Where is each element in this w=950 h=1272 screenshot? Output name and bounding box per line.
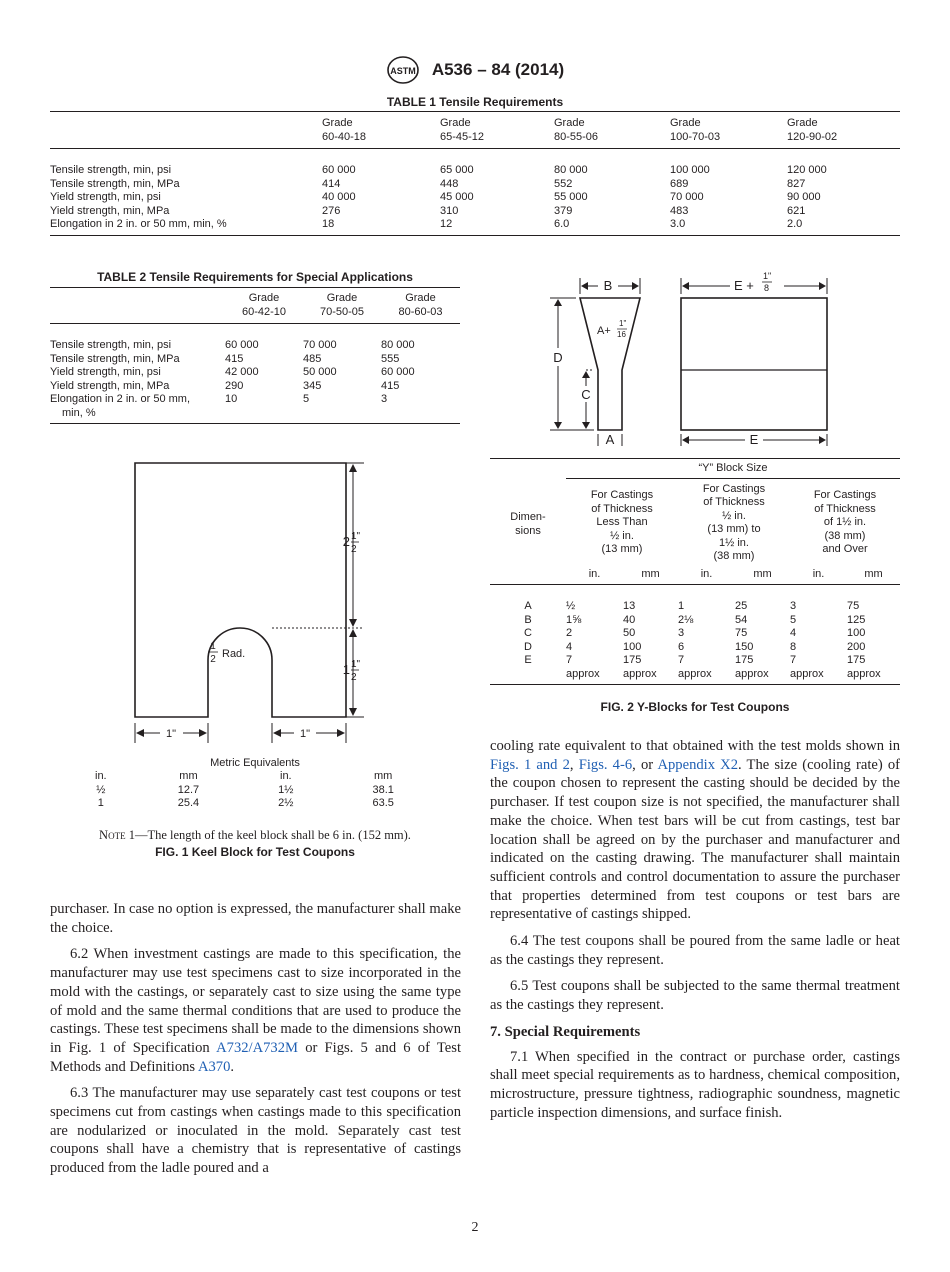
dim-right-label: 1" xyxy=(299,728,311,740)
cell: 7 xyxy=(678,654,685,666)
metric-row xyxy=(70,797,440,811)
t1-grade-label: Grade xyxy=(440,117,471,129)
t1-grade-code: 80-55-06 xyxy=(554,131,670,149)
cell: 276 xyxy=(322,204,341,217)
paragraph-6-2 xyxy=(50,945,461,1076)
metric-header: in. xyxy=(280,770,292,782)
row-label: Elongation in 2 in. or 50 mm, min, % xyxy=(50,218,227,230)
cell: 10 xyxy=(225,393,238,405)
cell: approx xyxy=(566,667,600,680)
unit-label: mm xyxy=(753,567,772,580)
cell: 200 xyxy=(847,640,866,653)
t1-grade-label: Grade xyxy=(787,117,818,129)
t1-grade-code: 100-70-03 xyxy=(670,131,787,149)
t2-grade-label: Grade xyxy=(405,292,436,304)
table-row xyxy=(50,178,900,192)
t1-grade-code: 120-90-02 xyxy=(787,131,900,149)
metric-header: mm xyxy=(374,770,393,782)
thickness-col2-header: For Castings of Thickness ½ in. (13 mm) to 1½ in. (38 mm) xyxy=(702,482,766,562)
cell: 45 000 xyxy=(440,191,474,203)
fig1-note xyxy=(50,828,460,843)
cell: 2½ xyxy=(278,797,294,809)
table1 xyxy=(50,111,900,236)
fig2-y-block-drawing xyxy=(540,270,840,450)
y-block-side-view xyxy=(580,298,640,430)
bottom-dim-den: 2 xyxy=(351,672,357,683)
row-label: Tensile strength, min, MPa xyxy=(50,352,180,365)
unit-label: in. xyxy=(700,567,713,580)
table-row xyxy=(50,393,460,424)
dimension-label xyxy=(490,668,566,685)
fig2-caption: FIG. 2 Y-Blocks for Test Coupons xyxy=(600,700,790,714)
row-label: Tensile strength, min, MPa xyxy=(50,177,180,190)
table-row xyxy=(50,366,460,380)
metric-title: Metric Equivalents xyxy=(210,757,300,769)
unit-label: mm xyxy=(864,567,883,580)
row-label: Yield strength, min, psi xyxy=(50,366,161,378)
cell: 54 xyxy=(735,613,748,626)
cell: 290 xyxy=(225,379,244,392)
cell: 175 xyxy=(847,654,866,666)
row-label: Yield strength, min, MPa xyxy=(50,379,170,392)
cell: 100 xyxy=(623,640,642,653)
page-number: 2 xyxy=(471,1220,479,1235)
table-row xyxy=(490,668,900,685)
cell: approx xyxy=(623,667,657,680)
cell: 689 xyxy=(670,177,689,190)
text: 6.2 When investment castings are made to this specification, the manufacturer may use test specimens cast to size incorporated in the mold with the castings, or separately cast to size using the same type of mold and the same thermal conditions that are used to produce the castings. These test specimens shall be made to the dimensions shown in Fig. 1 of Specification xyxy=(50,946,461,1056)
cell: approx xyxy=(678,667,712,680)
text: or Figs. 5 and 6 of Test Methods and Definitions xyxy=(50,1039,462,1075)
cell: 50 xyxy=(623,627,636,639)
paragraph-6-4: 6.4 The test coupons shall be poured from the same ladle or heat as the castings they represent. xyxy=(490,933,900,968)
table-row xyxy=(490,627,900,641)
text: . The size (cooling rate) of the coupon chosen to represent the casting should be decided by the purchaser. If test coupon size is not specified, the manufacturer shall make the choice. When test bars will be cut from castings, test bar location shall be agreed on by the purchaser and manufacturer and indicated on the casting drawing. The manufacturer shall maintain sufficient controls and control documentation to assure the purchaser that properties determined from test coupons or test bars are representative of castings shipped. xyxy=(490,756,901,923)
cell: 345 xyxy=(303,379,322,392)
label-C: C xyxy=(581,387,591,402)
note-label: Note xyxy=(99,828,126,842)
t2-grade-code: 70-50-05 xyxy=(303,306,381,324)
y-block-front-view xyxy=(681,298,827,430)
table-row xyxy=(490,641,900,655)
t1-grade-code: 65-45-12 xyxy=(440,131,554,149)
page-header xyxy=(0,55,950,85)
text: , xyxy=(569,756,579,773)
metric-equivalents xyxy=(70,757,440,811)
table-row xyxy=(490,654,900,668)
cell: 448 xyxy=(440,177,459,190)
cell: 415 xyxy=(381,379,400,392)
cell: 310 xyxy=(440,204,459,217)
cell: 90 000 xyxy=(787,191,821,203)
link-appendix-x2[interactable]: Appendix X2 xyxy=(657,756,738,773)
cell: 63.5 xyxy=(372,797,394,809)
paragraph: purchaser. In case no option is expressed, the manufacturer shall make the choice. xyxy=(50,901,461,936)
cell: 60 000 xyxy=(225,339,259,351)
section-heading-7: 7. Special Requirements xyxy=(490,1023,641,1040)
unit-label: in. xyxy=(812,567,825,580)
row-label: Yield strength, min, MPa xyxy=(50,204,170,217)
cell: 3 xyxy=(678,627,685,639)
dimension-label: A xyxy=(524,600,532,612)
link-a370[interactable]: A370 xyxy=(197,1058,231,1075)
cell: 60 000 xyxy=(381,366,415,378)
frac16-den: 16 xyxy=(617,330,626,339)
cell: 552 xyxy=(554,177,573,190)
text: , or xyxy=(632,756,658,773)
table-row xyxy=(50,218,900,235)
metric-table xyxy=(70,770,440,811)
cell: 55 000 xyxy=(554,191,588,203)
cell: 2 xyxy=(566,627,573,639)
dimension-label: C xyxy=(524,627,532,639)
paragraph-7-1: 7.1 When specified in the contract or purchase order, castings shall meet special requirements as to hardness, chemical composition, microstructure, pressure tightness, radiographic soundness, magnetic particle inspection dimensions, and surface finish. xyxy=(490,1048,900,1121)
cell: 5 xyxy=(790,613,797,626)
rad-frac-den: 2 xyxy=(210,654,216,665)
row-label: Yield strength, min, psi xyxy=(50,191,161,203)
y-table-units-row xyxy=(490,568,900,585)
cell: 18 xyxy=(322,218,335,230)
left-column-text xyxy=(50,900,461,1186)
table-row xyxy=(50,380,460,394)
cell: 415 xyxy=(225,352,244,365)
cell: 7 xyxy=(790,654,797,666)
top-dim-whole: 2 xyxy=(342,534,350,549)
cell: 100 000 xyxy=(670,164,710,176)
logo-text: ASTM xyxy=(390,66,416,76)
cell: approx xyxy=(790,667,824,680)
cell: 12 xyxy=(440,218,453,230)
cell: 379 xyxy=(554,204,573,217)
cell: 1 xyxy=(678,600,685,612)
cell: 621 xyxy=(787,204,806,217)
cell: 5 xyxy=(303,393,310,405)
row-label xyxy=(50,393,225,424)
paragraph-continued xyxy=(490,737,900,924)
cell: 120 000 xyxy=(787,164,827,176)
table2 xyxy=(50,287,460,424)
frac16-num: 1" xyxy=(619,319,627,328)
label-D: D xyxy=(553,350,563,365)
table2-header-row2 xyxy=(50,306,460,324)
fig1-keel-block-drawing xyxy=(50,455,460,750)
table-row xyxy=(490,585,900,614)
cell: 6 xyxy=(678,640,685,653)
t1-grade-label: Grade xyxy=(554,117,585,129)
table-row xyxy=(50,353,460,367)
dimensions-header: Dimen- sions xyxy=(510,511,546,537)
table2-caption: TABLE 2 Tensile Requirements for Special Applications xyxy=(97,270,413,284)
cell: 3 xyxy=(790,600,797,612)
text: . xyxy=(230,1058,235,1075)
row-label: Tensile strength, min, psi xyxy=(50,164,172,176)
cell: 827 xyxy=(787,177,806,190)
cell: 75 xyxy=(847,600,860,612)
cell: 42 000 xyxy=(225,366,259,378)
astm-logo xyxy=(386,55,420,85)
cell: 40 xyxy=(623,613,636,626)
rad-label: Rad. xyxy=(222,648,246,660)
top-dim-den: 2 xyxy=(351,544,357,555)
cell: 6.0 xyxy=(554,218,570,230)
metric-header: in. xyxy=(95,770,107,782)
cell: 1⅝ xyxy=(566,613,582,626)
bottom-dim-whole: 1 xyxy=(342,662,350,677)
keel-block-outline xyxy=(135,463,346,717)
cell: 100 xyxy=(847,627,866,639)
cell: 60 000 xyxy=(322,164,356,176)
right-column-text xyxy=(490,737,900,1130)
t1-grade-code: 60-40-18 xyxy=(322,131,440,149)
link-figs-1-2[interactable]: Figs. 1 and 2 xyxy=(490,756,570,773)
label-A-plus: A+ xyxy=(597,325,611,337)
cell: 1½ xyxy=(278,783,294,796)
cell: 2⅛ xyxy=(678,613,694,626)
cell: 4 xyxy=(790,627,797,639)
table-row xyxy=(50,149,900,178)
cell: 483 xyxy=(670,204,689,217)
cell: approx xyxy=(735,667,769,680)
y-table-col-headers xyxy=(490,478,900,568)
cell: 75 xyxy=(735,627,748,639)
cell: 80 000 xyxy=(381,339,415,351)
table1-header-row2 xyxy=(50,131,900,149)
dimension-label: E xyxy=(524,654,532,666)
table-row xyxy=(50,191,900,205)
table1-header-row1 xyxy=(50,112,900,131)
label-E-plus: E + xyxy=(734,278,754,293)
frac8-num: 1" xyxy=(763,271,772,281)
cell: approx xyxy=(847,667,881,680)
t1-grade-label: Grade xyxy=(670,117,701,129)
thickness-col1-header: For Castings of Thickness Less Than ½ in. (13 mm) xyxy=(590,489,654,556)
cell: 70 000 xyxy=(303,339,337,351)
top-dim-num: 1" xyxy=(351,531,361,542)
cell: 175 xyxy=(623,654,642,666)
cell: 3.0 xyxy=(670,218,686,230)
label-B: B xyxy=(603,278,613,293)
text: cooling rate equivalent to that obtained with the test molds shown in xyxy=(490,738,900,754)
metric-row xyxy=(70,784,440,798)
table-row xyxy=(50,205,900,219)
cell: 7 xyxy=(566,654,573,666)
table2-header-row1 xyxy=(50,288,460,306)
metric-header: mm xyxy=(179,770,198,782)
cell: 65 000 xyxy=(440,164,474,176)
rad-frac-num: 1 xyxy=(210,641,216,652)
y-table-top-header xyxy=(490,459,900,479)
cell: 125 xyxy=(847,613,866,626)
cell: 50 000 xyxy=(303,366,337,378)
t2-grade-code: 80-60-03 xyxy=(381,306,460,324)
y-block-size-header: “Y” Block Size xyxy=(566,459,900,479)
cell: 25.4 xyxy=(177,797,200,809)
link-a732[interactable]: A732/A732M xyxy=(216,1039,298,1056)
label-E: E xyxy=(749,432,759,447)
t2-grade-label: Grade xyxy=(248,292,280,304)
cell: 3 xyxy=(381,393,388,405)
fig1-caption: FIG. 1 Keel Block for Test Coupons xyxy=(155,845,355,859)
unit-label: in. xyxy=(588,567,601,580)
bottom-dim-num: 1" xyxy=(351,659,361,670)
dim-left-label: 1" xyxy=(165,728,177,740)
cell: 8 xyxy=(790,640,797,653)
cell: 150 xyxy=(735,640,754,653)
t1-grade-label: Grade xyxy=(322,117,353,129)
cell: 70 000 xyxy=(670,191,704,203)
dimension-label: B xyxy=(524,613,532,626)
cell: 38.1 xyxy=(372,783,394,796)
t2-grade-label: Grade xyxy=(326,292,358,304)
note-text: 1—The length of the keel block shall be 6 in. (152 mm). xyxy=(125,828,411,842)
y-block-size-table xyxy=(490,458,900,685)
cell: 12.7 xyxy=(177,783,200,796)
metric-header-row xyxy=(70,770,440,784)
cell: 80 000 xyxy=(554,164,588,176)
cell: 40 000 xyxy=(322,191,356,203)
label-A: A xyxy=(605,432,615,447)
paragraph-6-5: 6.5 Test coupons shall be subjected to the same thermal treatment as the castings they represent. xyxy=(490,978,900,1014)
table-row xyxy=(490,614,900,628)
link-figs-4-6[interactable]: Figs. 4-6 xyxy=(578,756,633,773)
cell: 485 xyxy=(303,352,322,365)
table-row xyxy=(50,324,460,353)
document-designation: A536 – 84 (2014) xyxy=(431,60,565,79)
cell: 4 xyxy=(566,640,573,653)
cell: 2.0 xyxy=(787,218,803,230)
row-label-line1: Elongation in 2 in. or 50 mm, xyxy=(50,393,191,405)
row-label: Tensile strength, min, psi xyxy=(50,339,172,351)
paragraph-6-3: 6.3 The manufacturer may use separately cast test coupons or test specimens cut from castings when castings made to this specification are nodularized or inoculated in the mold. Separately cast test coupons shall have a chemistry that is representative of castings produced from the ladle poured and a xyxy=(50,1085,461,1177)
t2-grade-code: 60-42-10 xyxy=(225,306,303,324)
cell: ½ xyxy=(96,783,106,796)
table1-caption: TABLE 1 Tensile Requirements xyxy=(386,95,564,109)
cell: 175 xyxy=(735,654,754,666)
unit-label: mm xyxy=(641,567,660,580)
cell: ½ xyxy=(566,600,576,612)
thickness-col3-header: For Castings of Thickness of 1½ in. (38 mm) and Over xyxy=(813,489,877,556)
cell: 414 xyxy=(322,177,341,190)
frac8-den: 8 xyxy=(764,283,770,293)
cell: 555 xyxy=(381,352,400,365)
row-label-line2: min, % xyxy=(62,406,96,419)
cell: 13 xyxy=(623,600,636,612)
dimension-label: D xyxy=(524,640,532,653)
cell: 25 xyxy=(735,600,748,612)
cell: 1 xyxy=(97,797,104,809)
